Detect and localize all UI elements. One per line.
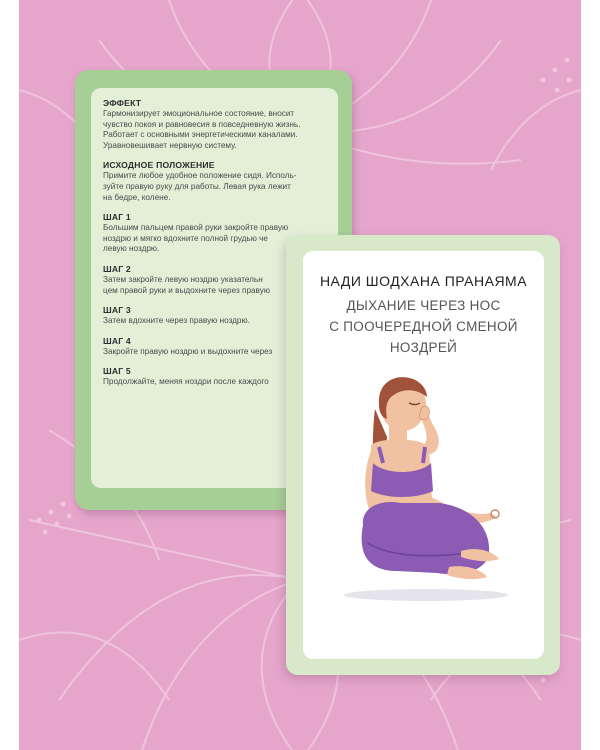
pose-title: НАДИ ШОДХАНА ПРАНАЯМА <box>319 273 528 289</box>
section-title: ШАГ 4 <box>103 335 131 346</box>
meditating-woman-icon <box>341 367 511 607</box>
section-title: ШАГ 2 <box>103 263 131 274</box>
front-card-panel <box>303 251 544 659</box>
section-text: Затем вдохните через правую ноздрю. <box>103 316 250 326</box>
section-title: ЭФФЕКТ <box>103 98 142 108</box>
section-start-position <box>103 160 338 203</box>
section-effect <box>103 98 338 151</box>
section-text: Большим пальцем правой руки закройте правую ноздрю и мягко вдохните полной грудью че левую ноздрю. <box>103 223 289 254</box>
section-title: ШАГ 1 <box>103 212 131 223</box>
section-title: ШАГ 3 <box>103 305 131 316</box>
pose-subtitle: ДЫХАНИЕ ЧЕРЕЗ НОС С ПООЧЕРЕДНОЙ СМЕНОЙ НОЗДРЕЙ <box>329 298 518 355</box>
section-text: Закройте правую ноздрю и выдохните через <box>103 346 273 356</box>
section-title: ШАГ 5 <box>103 366 131 377</box>
section-text: Гармонизирует эмоциональное состояние, вносит чувство покоя и равновесия в повседневную жизнь. Работает с основными энергетическими каналами. Уравновешивает нервную систему. <box>103 109 301 150</box>
section-text: Примите любое удобное положение сидя. Исполь- зуйте правую руку для работы. Левая рука лежит на бедре, колене. <box>103 171 297 202</box>
section-text: Затем закройте левую ноздрю указательн цем правой руки и выдохните через правую <box>103 274 270 295</box>
section-title: ИСХОДНОЕ ПОЛОЖЕНИЕ <box>103 160 215 171</box>
section-text: Продолжайте, меняя ноздри после каждого <box>103 377 269 387</box>
page-background <box>19 0 581 750</box>
front-card <box>286 235 560 675</box>
